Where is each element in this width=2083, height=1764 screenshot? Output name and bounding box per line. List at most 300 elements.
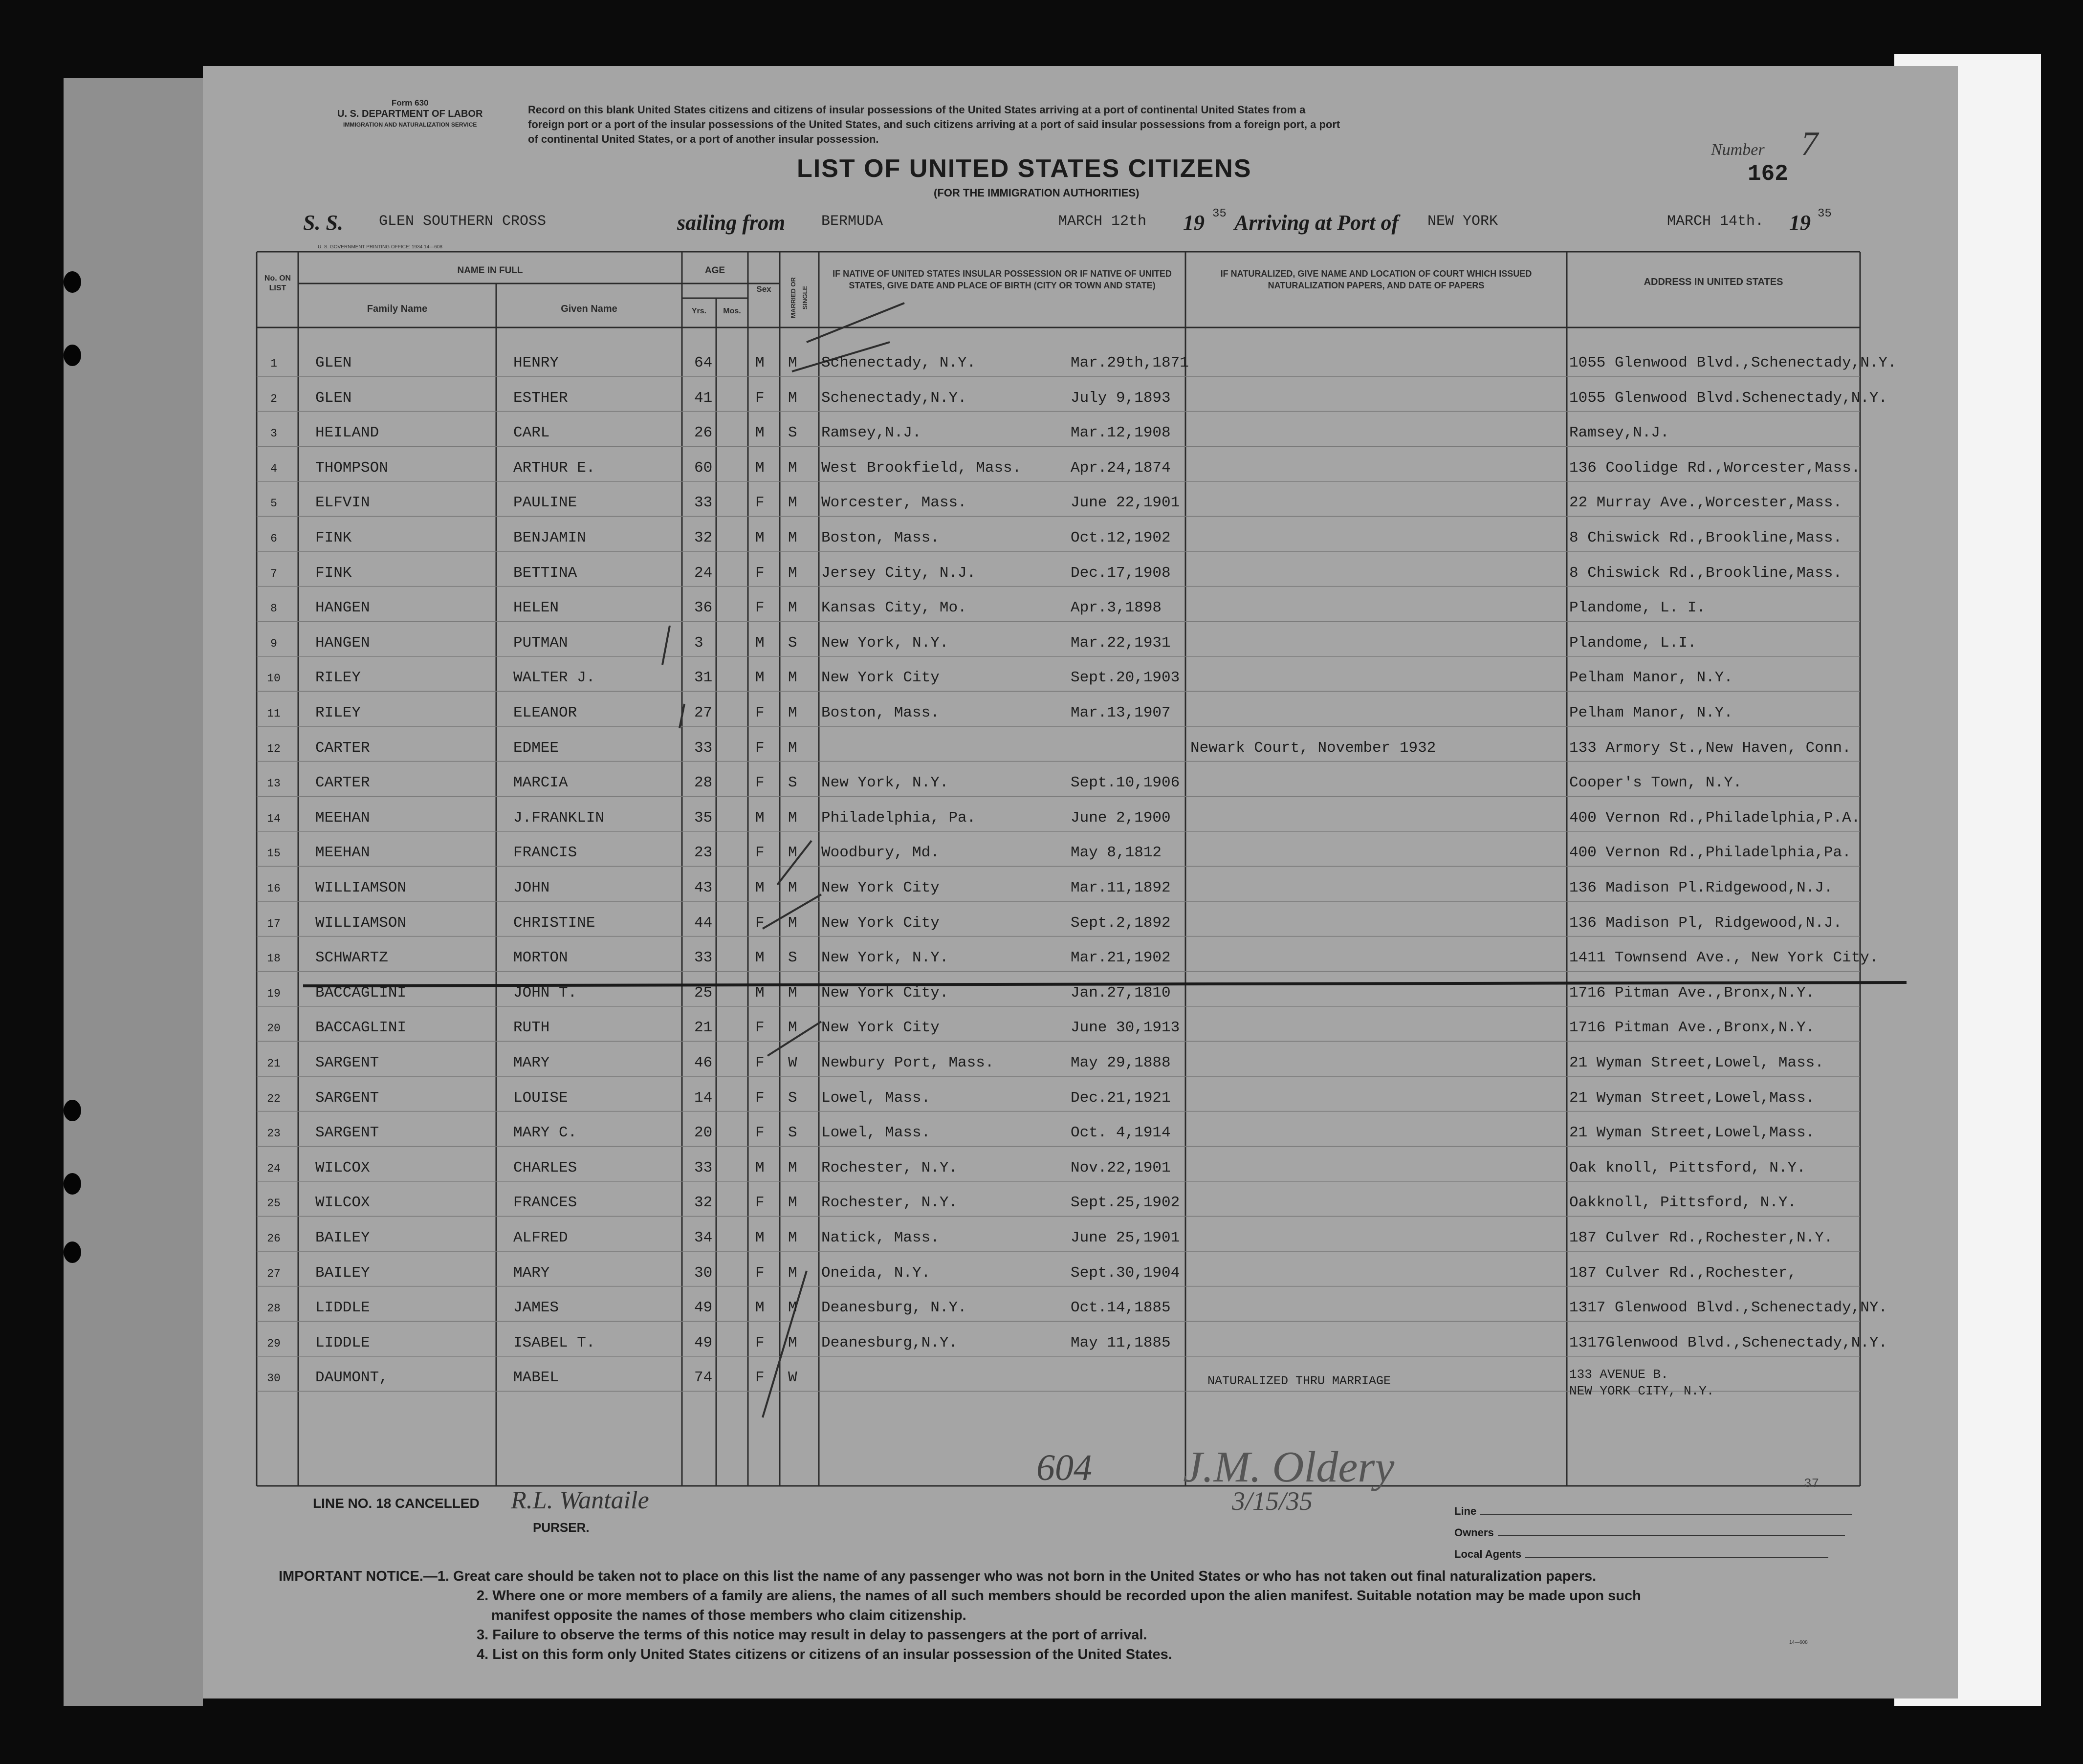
- family-name: SCHWARTZ: [315, 949, 388, 967]
- marital-status: M: [788, 389, 797, 407]
- address: 1317 Glenwood Blvd.,Schenectady,NY.: [1569, 1299, 1888, 1317]
- notice-item-3: 3. Failure to observe the terms of this notice may result in delay to passengers at the port of arrival.: [477, 1627, 1147, 1643]
- col-header-address: ADDRESS IN UNITED STATES: [1644, 277, 1783, 287]
- passenger-number: 29: [267, 1337, 281, 1350]
- sex: F: [755, 1124, 765, 1142]
- sex: F: [755, 564, 765, 582]
- arrival-year: 35: [1818, 207, 1832, 220]
- passenger-number: 27: [267, 1267, 281, 1280]
- passenger-number: 28: [267, 1302, 281, 1315]
- sex: M: [755, 984, 765, 1002]
- marital-status: S: [788, 424, 797, 442]
- given-name: BENJAMIN: [513, 529, 586, 546]
- arriving-label: Arriving at Port of: [1234, 211, 1399, 235]
- line-label: Line: [1454, 1505, 1477, 1517]
- given-name: MARCIA: [513, 774, 568, 792]
- passenger-number: 21: [267, 1057, 281, 1070]
- address: 1055 Glenwood Blvd.Schenectady,N.Y.: [1569, 389, 1888, 407]
- address-line-2: NEW YORK CITY, N.Y.: [1569, 1384, 1714, 1399]
- marital-status: M: [788, 1264, 797, 1282]
- birth-place: New York, N.Y.: [821, 774, 949, 792]
- marital-status: M: [788, 879, 797, 896]
- marital-status: M: [788, 1299, 797, 1317]
- given-name: ESTHER: [513, 389, 568, 407]
- birth-date: June 25,1901: [1071, 1229, 1180, 1246]
- birth-date: Sept.20,1903: [1071, 669, 1180, 687]
- birth-date: Oct.12,1902: [1071, 529, 1171, 546]
- department-name: U. S. DEPARTMENT OF LABOR: [337, 109, 483, 119]
- family-name: SARGENT: [315, 1054, 379, 1071]
- address: Oakknoll, Pittsford, N.Y.: [1569, 1194, 1797, 1212]
- age-years: 34: [694, 1229, 713, 1246]
- marital-status: S: [788, 1089, 797, 1107]
- birth-place: Jersey City, N.J.: [821, 564, 976, 582]
- address: 21 Wyman Street,Lowel,Mass.: [1569, 1089, 1815, 1107]
- agent-block: [1454, 1501, 1852, 1565]
- sex: M: [755, 1159, 765, 1176]
- birth-date: June 30,1913: [1071, 1019, 1180, 1037]
- handwritten-604: 604: [1036, 1447, 1092, 1488]
- sex: F: [755, 494, 765, 512]
- marital-status: S: [788, 949, 797, 967]
- family-name: MEEHAN: [315, 809, 370, 827]
- family-name: HANGEN: [315, 599, 370, 617]
- notice-item-1: —1. Great care should be taken not to place on this list the name of any passenger who was not born in the United States or who has not taken out final naturalization papers.: [423, 1568, 1597, 1584]
- passenger-number: 10: [267, 672, 281, 685]
- birth-date: Sept.2,1892: [1071, 914, 1171, 932]
- sex: M: [755, 459, 765, 477]
- marital-status: M: [788, 1159, 797, 1176]
- given-name: HELEN: [513, 599, 559, 617]
- birth-date: Sept.10,1906: [1071, 774, 1180, 792]
- passenger-number: 23: [267, 1127, 281, 1140]
- arrival-year-prefix: 19: [1789, 211, 1811, 235]
- given-name: ELEANOR: [513, 704, 577, 721]
- arrival-date: MARCH 14th.: [1667, 213, 1764, 230]
- col-header-sex: Sex: [756, 284, 771, 294]
- address: 8 Chiswick Rd.,Brookline,Mass.: [1569, 529, 1842, 546]
- age-years: 32: [694, 1194, 713, 1212]
- birth-place: Deanesburg,N.Y.: [821, 1334, 958, 1351]
- birth-place: New York City: [821, 669, 940, 687]
- family-name: WILLIAMSON: [315, 914, 407, 932]
- handwritten-date: 3/15/35: [1232, 1486, 1313, 1516]
- sex: F: [755, 704, 765, 721]
- family-name: CARTER: [315, 739, 370, 757]
- address: 21 Wyman Street,Lowel, Mass.: [1569, 1054, 1824, 1071]
- address: 1317Glenwood Blvd.,Schenectady,N.Y.: [1569, 1334, 1888, 1351]
- birth-place: Woodbury, Md.: [821, 844, 940, 862]
- marital-status: M: [788, 809, 797, 827]
- passenger-number: 22: [267, 1092, 281, 1105]
- number-value: 7: [1801, 125, 1819, 163]
- line-cancelled-note: LINE NO. 18 CANCELLED: [313, 1496, 480, 1511]
- arrival-port: NEW YORK: [1427, 213, 1498, 230]
- sex: M: [755, 669, 765, 687]
- given-name: MARY: [513, 1054, 550, 1071]
- marital-status: M: [788, 739, 797, 757]
- birth-date: July 9,1893: [1071, 389, 1171, 407]
- age-years: 35: [694, 809, 713, 827]
- birth-date: May 11,1885: [1071, 1334, 1171, 1351]
- family-name: DAUMONT,: [315, 1369, 388, 1387]
- sex: M: [755, 879, 765, 896]
- marital-status: M: [788, 914, 797, 932]
- address: 136 Madison Pl.Ridgewood,N.J.: [1569, 879, 1833, 896]
- age-years: 14: [694, 1089, 713, 1107]
- given-name: FRANCES: [513, 1194, 577, 1212]
- col-header-birth: IF NATIVE OF UNITED STATES INSULAR POSSESSION OR IF NATIVE OF UNITED STATES, GIVE DATE AND PLACE OF BIRTH (CITY OR TOWN AND STATE): [833, 269, 1172, 290]
- address: 400 Vernon Rd.,Philadelphia,P.A.: [1569, 809, 1861, 827]
- age-years: 60: [694, 459, 713, 477]
- birth-place: Rochester, N.Y.: [821, 1194, 958, 1212]
- intro-line: foreign port or a port of the insular possessions of the United States, and such citizens arriving at a port of said insular possessions from a foreign port, a port: [528, 118, 1340, 131]
- marital-status: S: [788, 1124, 797, 1142]
- passenger-number: 19: [267, 987, 281, 1000]
- address: 21 Wyman Street,Lowel,Mass.: [1569, 1124, 1815, 1142]
- family-name: BACCAGLINI: [315, 1019, 407, 1037]
- passenger-number: 20: [267, 1022, 281, 1035]
- birth-place: New York City.: [821, 984, 949, 1002]
- given-name: HENRY: [513, 354, 559, 371]
- given-name: ALFRED: [513, 1229, 568, 1246]
- sex: F: [755, 739, 765, 757]
- age-years: 20: [694, 1124, 713, 1142]
- birth-date: Apr.3,1898: [1071, 599, 1162, 617]
- family-name: HEILAND: [315, 424, 379, 442]
- passenger-number: 30: [267, 1372, 281, 1385]
- marital-status: M: [788, 1019, 797, 1037]
- sex: F: [755, 1019, 765, 1037]
- sex: F: [755, 844, 765, 862]
- family-name: RILEY: [315, 669, 361, 687]
- given-name: CHARLES: [513, 1159, 577, 1176]
- age-years: 44: [694, 914, 713, 932]
- age-years: 24: [694, 564, 713, 582]
- sex: F: [755, 914, 765, 932]
- passenger-number: 18: [267, 952, 281, 965]
- age-years: 49: [694, 1299, 713, 1317]
- sex: M: [755, 949, 765, 967]
- birth-place: Oneida, N.Y.: [821, 1264, 931, 1282]
- family-name: BAILEY: [315, 1229, 370, 1246]
- marital-status: M: [788, 599, 797, 617]
- given-name: EDMEE: [513, 739, 559, 757]
- birth-place: Lowel, Mass.: [821, 1089, 931, 1107]
- given-name: MABEL: [513, 1369, 559, 1387]
- given-name: ARTHUR E.: [513, 459, 595, 477]
- sex: F: [755, 1194, 765, 1212]
- address: 133 Armory St.,New Haven, Conn.: [1569, 739, 1851, 757]
- birth-place: Ramsey,N.J.: [821, 424, 921, 442]
- birth-date: Sept.25,1902: [1071, 1194, 1180, 1212]
- given-name: FRANCIS: [513, 844, 577, 862]
- marital-status: M: [788, 459, 797, 477]
- passenger-number: 24: [267, 1162, 281, 1175]
- address: 187 Culver Rd.,Rochester,: [1569, 1264, 1797, 1282]
- birth-place: Boston, Mass.: [821, 704, 940, 721]
- marital-status: M: [788, 844, 797, 862]
- birth-place: Newbury Port, Mass.: [821, 1054, 994, 1071]
- birth-place: Schenectady, N.Y.: [821, 354, 976, 371]
- page-count: 37: [1804, 1476, 1820, 1491]
- age-years: 23: [694, 844, 713, 862]
- sex: M: [755, 809, 765, 827]
- age-years: 33: [694, 739, 713, 757]
- agents-label: Local Agents: [1454, 1548, 1522, 1560]
- age-years: 33: [694, 949, 713, 967]
- age-years: 30: [694, 1264, 713, 1282]
- given-name: MORTON: [513, 949, 568, 967]
- age-years: 43: [694, 879, 713, 896]
- address: 22 Murray Ave.,Worcester,Mass.: [1569, 494, 1842, 512]
- passenger-number: 3: [270, 427, 277, 440]
- given-name: ISABEL T.: [513, 1334, 595, 1351]
- sex: M: [755, 529, 765, 546]
- family-name: GLEN: [315, 389, 352, 407]
- purser-signature: R.L. Wantaile: [511, 1486, 649, 1514]
- given-name: MARY: [513, 1264, 550, 1282]
- form-number: Form 630: [391, 98, 429, 108]
- purser-label: PURSER.: [533, 1520, 590, 1535]
- given-name: JOHN T.: [513, 984, 577, 1002]
- address: Pelham Manor, N.Y.: [1569, 704, 1733, 721]
- sex: F: [755, 774, 765, 792]
- given-name: LOUISE: [513, 1089, 568, 1107]
- marital-status: M: [788, 704, 797, 721]
- sex: F: [755, 389, 765, 407]
- passenger-number: 12: [267, 742, 281, 755]
- given-name: JOHN: [513, 879, 550, 896]
- sex: M: [755, 1229, 765, 1246]
- birth-date: May 8,1812: [1071, 844, 1162, 862]
- given-name: BETTINA: [513, 564, 577, 582]
- passenger-number: 4: [270, 462, 277, 475]
- birth-date: Nov.22,1901: [1071, 1159, 1171, 1176]
- birth-date: Mar.12,1908: [1071, 424, 1171, 442]
- given-name: PAULINE: [513, 494, 577, 512]
- birth-date: Dec.21,1921: [1071, 1089, 1171, 1107]
- col-header-naturalized: IF NATURALIZED, GIVE NAME AND LOCATION OF COURT WHICH ISSUED NATURALIZATION PAPERS, AND DATE OF PAPERS: [1220, 269, 1532, 290]
- birth-date: June 2,1900: [1071, 809, 1171, 827]
- birth-place: New York City: [821, 1019, 940, 1037]
- birth-place: Boston, Mass.: [821, 529, 940, 546]
- age-years: 49: [694, 1334, 713, 1351]
- address: 1716 Pitman Ave.,Bronx,N.Y.: [1569, 1019, 1815, 1037]
- passenger-number: 13: [267, 777, 281, 790]
- address: Plandome, L. I.: [1569, 599, 1706, 617]
- birth-date: Oct. 4,1914: [1071, 1124, 1171, 1142]
- birth-place: New York City: [821, 914, 940, 932]
- ss-label: S. S.: [303, 211, 343, 235]
- age-years: 26: [694, 424, 713, 442]
- address: 133 AVENUE B.: [1569, 1367, 1668, 1382]
- naturalization-info: NATURALIZED THRU MARRIAGE: [1207, 1374, 1391, 1389]
- sailing-year: 35: [1212, 207, 1227, 220]
- family-name: WILCOX: [315, 1159, 370, 1176]
- address: 136 Coolidge Rd.,Worcester,Mass.: [1569, 459, 1861, 477]
- address: Ramsey,N.J.: [1569, 424, 1669, 442]
- sailing-year-prefix: 19: [1183, 211, 1205, 235]
- birth-date: Oct.14,1885: [1071, 1299, 1171, 1317]
- intro-line: Record on this blank United States citizens and citizens of insular possessions of the United States arriving at a port of continental United States from a: [528, 104, 1306, 116]
- inspector-signature: J.M. Oldery: [1183, 1443, 1395, 1491]
- age-years: 33: [694, 494, 713, 512]
- sailing-label: sailing from: [677, 211, 786, 235]
- age-years: 41: [694, 389, 713, 407]
- address: 1055 Glenwood Blvd.,Schenectady,N.Y.: [1569, 354, 1897, 371]
- address: 8 Chiswick Rd.,Brookline,Mass.: [1569, 564, 1842, 582]
- birth-place: Deanesburg, N.Y.: [821, 1299, 967, 1317]
- family-name: CARTER: [315, 774, 370, 792]
- birth-place: Lowel, Mass.: [821, 1124, 931, 1142]
- passenger-number: 7: [270, 567, 277, 580]
- family-name: THOMPSON: [315, 459, 388, 477]
- marital-status: M: [788, 494, 797, 512]
- family-name: BACCAGLINI: [315, 984, 407, 1002]
- address: 187 Culver Rd.,Rochester,N.Y.: [1569, 1229, 1833, 1246]
- notice-item-4: 4. List on this form only United States citizens or citizens of an insular possession of the United States.: [477, 1647, 1172, 1662]
- passenger-number: 26: [267, 1232, 281, 1245]
- passenger-number: 6: [270, 532, 277, 545]
- birth-place: New York City: [821, 879, 940, 896]
- age-years: 27: [694, 704, 713, 721]
- col-header-family: Family Name: [367, 304, 428, 314]
- col-header-age: AGE: [704, 265, 725, 276]
- col-header-given: Given Name: [561, 304, 617, 314]
- marital-status: M: [788, 564, 797, 582]
- given-name: PUTMAN: [513, 634, 568, 652]
- col-header-no: No. ON LIST: [264, 274, 291, 292]
- age-years: 32: [694, 529, 713, 546]
- passenger-number: 1: [270, 357, 277, 370]
- marital-status: M: [788, 984, 797, 1002]
- birth-date: Mar.29th,1871: [1071, 354, 1189, 371]
- col-header-name: NAME IN FULL: [457, 265, 523, 276]
- passenger-number: 14: [267, 812, 281, 825]
- birth-place: New York, N.Y.: [821, 949, 949, 967]
- given-name: JAMES: [513, 1299, 559, 1317]
- passenger-number: 5: [270, 497, 277, 510]
- family-name: MEEHAN: [315, 844, 370, 862]
- birth-date: Dec.17,1908: [1071, 564, 1171, 582]
- birth-place: Schenectady,N.Y.: [821, 389, 967, 407]
- birth-date: Mar.21,1902: [1071, 949, 1171, 967]
- birth-date: Sept.30,1904: [1071, 1264, 1180, 1282]
- age-years: 28: [694, 774, 713, 792]
- birth-place: Worcester, Mass.: [821, 494, 967, 512]
- birth-place: Philadelphia, Pa.: [821, 809, 976, 827]
- marital-status: W: [788, 1054, 797, 1071]
- marital-status: M: [788, 529, 797, 546]
- marital-status: M: [788, 1334, 797, 1351]
- family-name: GLEN: [315, 354, 352, 371]
- age-years: 3: [694, 634, 703, 652]
- birth-date: June 22,1901: [1071, 494, 1180, 512]
- passenger-number: 25: [267, 1197, 281, 1210]
- family-name: WILLIAMSON: [315, 879, 407, 896]
- document-title: LIST OF UNITED STATES CITIZENS: [797, 154, 1252, 183]
- form-code: 14—608: [1789, 1640, 1808, 1645]
- given-name: J.FRANKLIN: [513, 809, 605, 827]
- document-subtitle: (FOR THE IMMIGRATION AUTHORITIES): [934, 187, 1140, 199]
- notice-heading: IMPORTANT NOTICE.: [279, 1568, 423, 1584]
- given-name: CARL: [513, 424, 550, 442]
- marital-status: W: [788, 1369, 797, 1387]
- family-name: RILEY: [315, 704, 361, 721]
- address: 400 Vernon Rd.,Philadelphia,Pa.: [1569, 844, 1851, 862]
- notice-item-2-cont: manifest opposite the names of those members who claim citizenship.: [491, 1608, 966, 1623]
- family-name: ELFVIN: [315, 494, 370, 512]
- address: Pelham Manor, N.Y.: [1569, 669, 1733, 687]
- intro-line: of continental United States, or a port of another insular possession.: [528, 133, 879, 145]
- family-name: LIDDLE: [315, 1299, 370, 1317]
- address: Plandome, L.I.: [1569, 634, 1697, 652]
- notice-item-2: 2. Where one or more members of a family are aliens, the names of all such members should be recorded upon the alien manifest. Suitable notation may be made upon such: [477, 1588, 1641, 1604]
- family-name: LIDDLE: [315, 1334, 370, 1351]
- sex: F: [755, 599, 765, 617]
- sex: F: [755, 1089, 765, 1107]
- age-years: 33: [694, 1159, 713, 1176]
- age-years: 31: [694, 669, 713, 687]
- naturalization-info: Newark Court, November 1932: [1190, 739, 1436, 757]
- sex: F: [755, 1369, 765, 1387]
- family-name: FINK: [315, 529, 352, 546]
- given-name: MARY C.: [513, 1124, 577, 1142]
- passenger-number: 11: [267, 707, 281, 720]
- age-years: 36: [694, 599, 713, 617]
- passenger-number: 9: [270, 637, 277, 650]
- marital-status: M: [788, 669, 797, 687]
- sex: F: [755, 1054, 765, 1071]
- family-name: BAILEY: [315, 1264, 370, 1282]
- age-years: 25: [694, 984, 713, 1002]
- passenger-number: 2: [270, 392, 277, 405]
- service-name: IMMIGRATION AND NATURALIZATION SERVICE: [343, 121, 477, 128]
- passenger-number: 8: [270, 602, 277, 615]
- birth-date: Mar.13,1907: [1071, 704, 1171, 721]
- marital-status: S: [788, 634, 797, 652]
- sex: M: [755, 354, 765, 371]
- birth-date: Jan.27,1810: [1071, 984, 1171, 1002]
- birth-date: May 29,1888: [1071, 1054, 1171, 1071]
- birth-place: New York, N.Y.: [821, 634, 949, 652]
- sex: F: [755, 1264, 765, 1282]
- sex: M: [755, 424, 765, 442]
- given-name: WALTER J.: [513, 669, 595, 687]
- passenger-number: 16: [267, 882, 281, 895]
- age-years: 21: [694, 1019, 713, 1037]
- sex: M: [755, 1299, 765, 1317]
- sailing-port: BERMUDA: [821, 213, 883, 230]
- sex: M: [755, 634, 765, 652]
- address: Oak knoll, Pittsford, N.Y.: [1569, 1159, 1806, 1176]
- family-name: WILCOX: [315, 1194, 370, 1212]
- birth-date: Mar.11,1892: [1071, 879, 1171, 896]
- passenger-number: 17: [267, 917, 281, 930]
- marital-status: M: [788, 1229, 797, 1246]
- family-name: FINK: [315, 564, 352, 582]
- marital-status: M: [788, 354, 797, 371]
- birth-place: West Brookfield, Mass.: [821, 459, 1022, 477]
- passenger-number: 15: [267, 847, 281, 860]
- given-name: CHRISTINE: [513, 914, 595, 932]
- birth-place: Kansas City, Mo.: [821, 599, 967, 617]
- sheet-number: 162: [1748, 161, 1788, 187]
- given-name: RUTH: [513, 1019, 550, 1037]
- age-years: 74: [694, 1369, 713, 1387]
- address: 1716 Pitman Ave.,Bronx,N.Y.: [1569, 984, 1815, 1002]
